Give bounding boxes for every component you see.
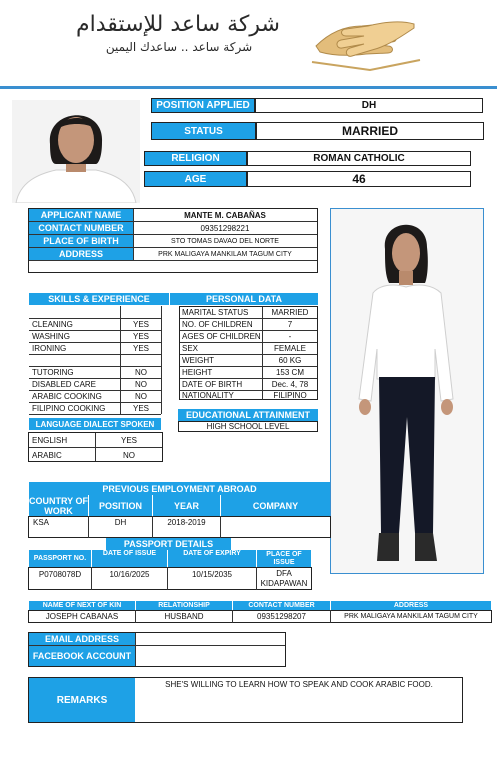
address-value: PRK MALIGAYA MANKILAM TAGUM CITY — [158, 250, 292, 258]
col-position: POSITION — [89, 495, 152, 516]
remarks-text: SHE'S WILLING TO LEARN HOW TO SPEAK AND COOK ARABIC FOOD. — [165, 680, 433, 689]
personal-value-4: 60 KG — [278, 356, 302, 365]
passport-place-of-issue: DFA KIDAPAWAN — [260, 568, 308, 588]
passport-expiry-date: 10/15/2035 — [191, 569, 233, 579]
col-passport-no: PASSPORT NO. — [29, 550, 91, 567]
company-name-arabic — [58, 12, 298, 37]
educational-attainment-value: HIGH SCHOOL LEVEL — [178, 421, 318, 432]
passport-no: P0708078D — [38, 569, 82, 579]
personal-label-1: NO. OF CHILDREN — [182, 320, 253, 329]
kin-address: PRK MALIGAYA MANKILAM TAGUM CITY — [344, 613, 478, 620]
personal-data-title: PERSONAL DATA — [170, 293, 318, 305]
skill-row-3: IRONING — [32, 344, 67, 353]
col-company: COMPANY — [221, 495, 330, 516]
skill-value-0 — [121, 307, 161, 318]
col-relationship: RELATIONSHIP — [136, 601, 232, 610]
personal-label-7: NATIONALITY — [182, 390, 234, 400]
language-row-1: ARABIC — [32, 450, 62, 460]
skill-row-8: FILIPINO COOKING — [32, 404, 106, 413]
employment-year: 2018-2019 — [167, 518, 206, 527]
applicant-headshot — [12, 100, 140, 203]
skill-value-6: NO — [135, 380, 147, 389]
applicant-full-body-photo — [330, 208, 484, 574]
skills-experience-title: SKILLS & EXPERIENCE — [29, 293, 169, 305]
applicant-name-value: MANTE M. CABAÑAS — [184, 210, 266, 220]
facebook-account-label: FACEBOOK ACCOUNT — [29, 646, 135, 666]
remarks-label: REMARKS — [29, 678, 135, 722]
position-applied-value: DH — [255, 98, 483, 113]
age-value: 46 — [247, 171, 471, 187]
skill-row-0 — [32, 307, 120, 318]
personal-value-6: Dec. 4, 78 — [271, 380, 309, 389]
personal-label-0: MARITAL STATUS — [182, 308, 249, 317]
previous-employment-title: PREVIOUS EMPLOYMENT ABROAD — [29, 482, 330, 495]
kin-name: JOSEPH CABANAS — [45, 612, 119, 621]
skill-value-4 — [121, 355, 161, 366]
language-value-1: NO — [123, 450, 135, 460]
place-of-birth-label: PLACE OF BIRTH — [29, 235, 133, 247]
col-date-of-expiry: DATE OF EXPIRY — [168, 550, 256, 567]
passport-details-title: PASSPORT DETAILS — [106, 538, 231, 550]
personal-label-4: WEIGHT — [182, 356, 214, 365]
employment-country: KSA — [33, 518, 50, 527]
skill-value-8: YES — [132, 404, 149, 413]
passport-issue-date: 10/16/2025 — [109, 569, 150, 579]
header-divider — [0, 86, 497, 89]
personal-value-5: 153 CM — [275, 368, 304, 377]
skill-row-2: WASHING — [32, 332, 70, 341]
col-place-of-issue: PLACE OF ISSUE — [257, 550, 311, 567]
religion-value: ROMAN CATHOLIC — [247, 151, 471, 166]
skill-row-4 — [32, 355, 120, 366]
address-label: ADDRESS — [29, 248, 133, 260]
personal-value-3: FEMALE — [273, 344, 306, 353]
position-applied-label: POSITION APPLIED — [151, 98, 255, 113]
email-address-label: EMAIL ADDRESS — [29, 633, 135, 645]
skill-value-1: YES — [132, 320, 149, 329]
col-kin-address: ADDRESS — [331, 601, 491, 610]
col-contact-number: CONTACT NUMBER — [233, 601, 330, 610]
personal-value-0: MARRIED — [271, 308, 309, 317]
educational-attainment-title: EDUCATIONAL ATTAINMENT — [178, 409, 318, 421]
skill-row-7: ARABIC COOKING — [32, 392, 102, 401]
company-slogan: شركة ساعد .. ساعدك اليمين — [105, 40, 253, 54]
email-address-value — [138, 633, 284, 645]
personal-label-2: AGES OF CHILDREN — [182, 332, 261, 341]
skill-row-6: DISABLED CARE — [32, 380, 97, 389]
language-value-0: YES — [120, 435, 137, 445]
personal-value-1: 7 — [287, 320, 293, 329]
personal-value-7: FILIPINO — [273, 390, 307, 400]
personal-label-3: SEX — [182, 344, 199, 353]
skill-value-3: YES — [132, 344, 149, 353]
personal-label-5: HEIGHT — [182, 368, 213, 377]
employment-company — [221, 517, 330, 528]
skill-row-5: TUTORING — [32, 368, 74, 377]
company-slogan-arabic — [70, 38, 288, 56]
employment-position: DH — [114, 518, 127, 527]
age-label: AGE — [144, 171, 247, 187]
col-next-of-kin: NAME OF NEXT OF KIN — [29, 601, 135, 610]
facebook-account-value — [138, 646, 284, 666]
language-row-0: ENGLISH — [32, 435, 68, 445]
col-year: YEAR — [153, 495, 220, 516]
contact-number-label: CONTACT NUMBER — [29, 222, 133, 234]
hands-logo-icon — [310, 6, 422, 72]
status-label: STATUS — [151, 122, 256, 140]
place-of-birth-value: STO TOMAS DAVAO DEL NORTE — [171, 237, 279, 245]
skill-row-1: CLEANING — [32, 320, 73, 329]
company-title: شركة ساعد للإستقدام — [76, 12, 280, 37]
skill-value-5: NO — [135, 368, 147, 377]
col-country-of-work: COUNTRY OF WORK — [29, 495, 88, 516]
contact-number-value: 09351298221 — [200, 223, 250, 233]
kin-contact: 09351298207 — [257, 612, 306, 621]
religion-label: RELIGION — [144, 151, 247, 166]
applicant-name-label: APPLICANT NAME — [29, 209, 133, 221]
col-date-of-issue: DATE OF ISSUE — [92, 550, 167, 567]
status-value: MARRIED — [256, 122, 484, 140]
skill-value-7: NO — [135, 392, 147, 401]
personal-label-6: DATE OF BIRTH — [182, 380, 243, 389]
skill-value-2: YES — [132, 332, 149, 341]
language-dialect-title: LANGUAGE DIALECT SPOKEN — [29, 418, 161, 430]
kin-relationship: HUSBAND — [164, 612, 204, 621]
personal-value-2: - — [288, 332, 292, 341]
